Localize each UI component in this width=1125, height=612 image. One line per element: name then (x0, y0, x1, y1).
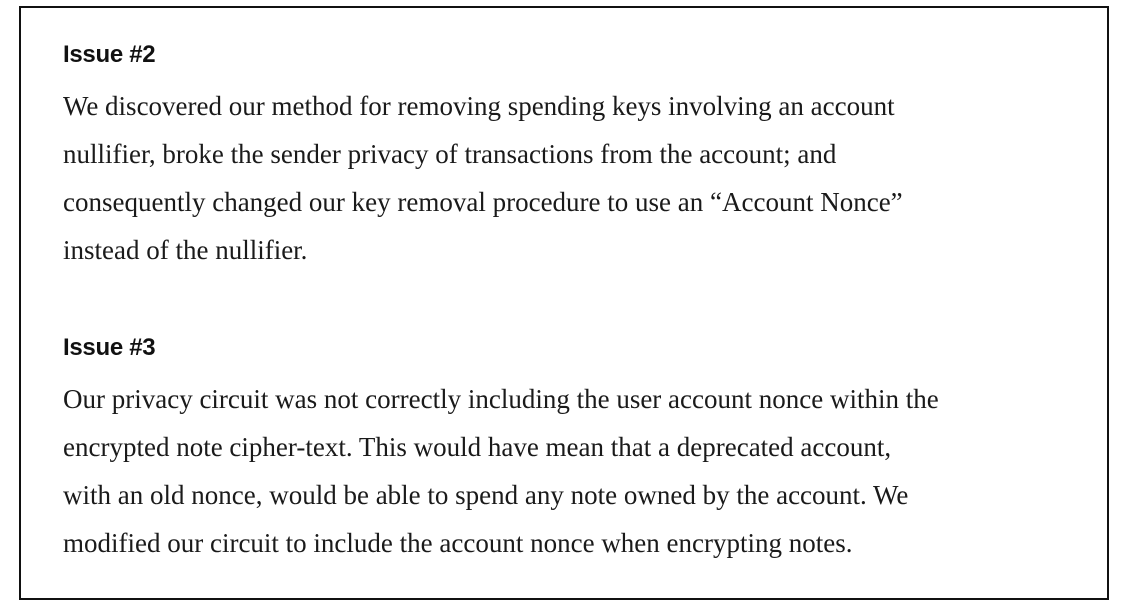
description-line: with an old nonce, would be able to spend any note owned by the account. We (63, 480, 909, 510)
description-line: We discovered our method for removing spending keys involving an account (63, 91, 895, 121)
issue-section-3 (63, 334, 1093, 567)
description-line: nullifier, broke the sender privacy of transactions from the account; and (63, 139, 837, 169)
description-line: consequently changed our key removal procedure to use an “Account Nonce” (63, 187, 903, 217)
issue-description (63, 82, 1093, 274)
issue-section-2 (63, 41, 1093, 274)
issue-description (63, 375, 1093, 567)
issue-heading: Issue #2 (63, 41, 156, 68)
issue-heading: Issue #3 (63, 334, 156, 361)
description-line: instead of the nullifier. (63, 235, 308, 265)
description-line: encrypted note cipher-text. This would have mean that a deprecated account, (63, 432, 892, 462)
issues-panel (19, 6, 1109, 600)
description-line: modified our circuit to include the account nonce when encrypting notes. (63, 528, 853, 558)
description-line: Our privacy circuit was not correctly including the user account nonce within the (63, 384, 939, 414)
